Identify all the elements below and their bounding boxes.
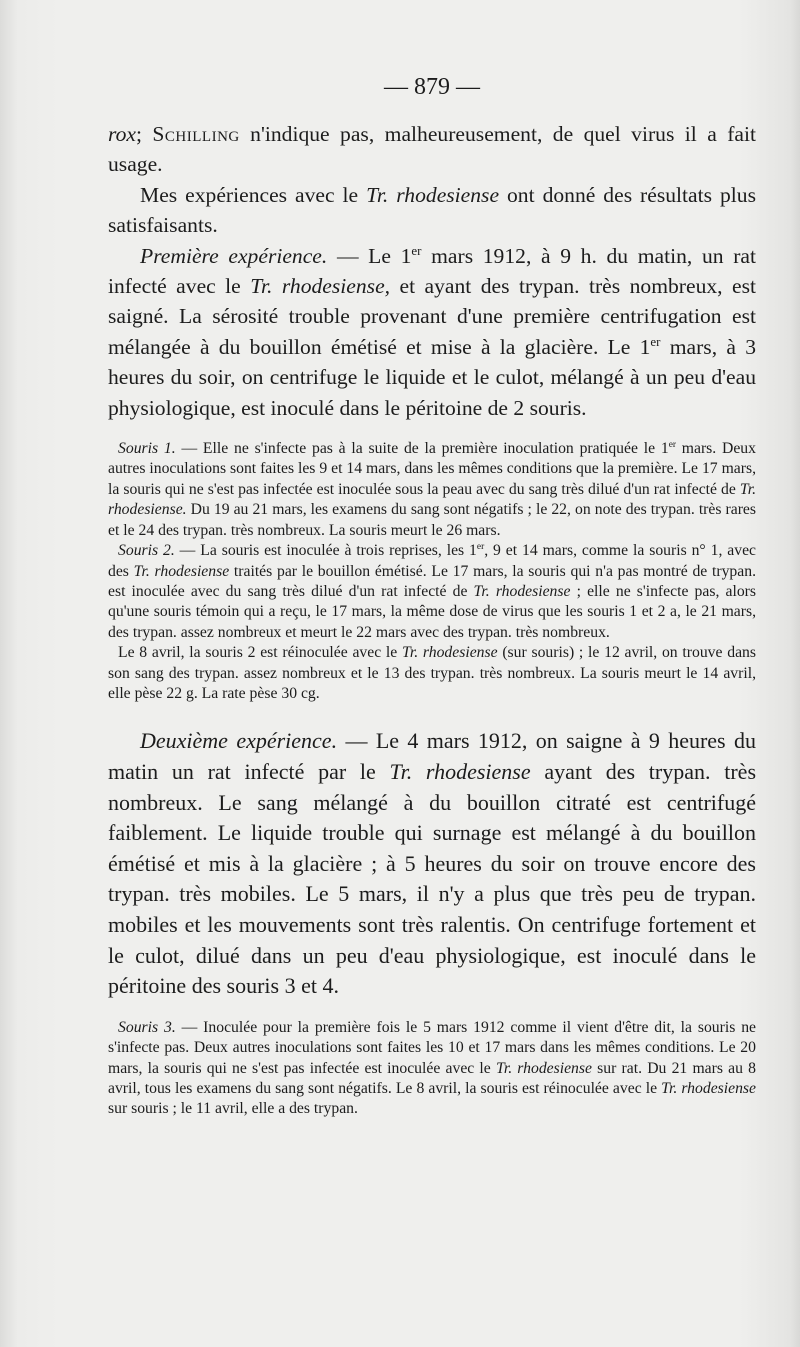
intro-paragraph-2: Mes expériences avec le Tr. rhodesiense ont donné des résultats plus satisfaisants. bbox=[108, 182, 756, 238]
intro-paragraph-1: rox; Schilling n'indique pas, malheureusement, de quel virus il a fait usage. bbox=[108, 122, 756, 177]
souris-1-label: Souris 1. bbox=[118, 440, 176, 458]
souris-2-paragraph-2: Le 8 avril, la souris 2 est réinoculée avec le Tr. rhodesiense (sur souris) ; le 12 avril, on trouve dans son sang des trypan. assez nombreux et le 13 des trypan. très nombreux. La souris meurt le 14 avril, elle pèse 22 g. La rate pèse 30 cg. bbox=[108, 644, 756, 702]
experiment-2-heading: Deuxième expérience. bbox=[140, 728, 338, 754]
text-column bbox=[108, 74, 756, 1120]
souris-2-label: Souris 2. bbox=[118, 542, 175, 560]
souris-2-paragraph: Souris 2. — La souris est inoculée à trois reprises, les 1er, 9 et 14 mars, comme la souris n° 1, avec des Tr. rhodesiense traités par le bouillon émétisé. Le 17 mars, la souris qui n'a pas montré de trypan. est inoculée avec du sang très dilué d'un rat infecté de Tr. rhodesiense ; elle ne s'infecte pas, alors qu'une souris témoin qui a reçu, le 17 mars, la même dose de virus que les souris 1 et 2 a, le 21 mars, des trypan. assez nombreux et meurt le 22 mars avec des trypan. très nombreux. bbox=[108, 541, 757, 641]
souris-3-paragraph: Souris 3. — Inoculée pour la première fois le 5 mars 1912 comme il vient d'être dit, la souris ne s'infecte pas. Deux autres inoculations sont faites les 10 et 17 mars dans les mêmes conditions. Le 20 mars, la souris qui ne s'est pas infectée est inoculée avec le Tr. rhodesiense sur rat. Du 21 mars au 8 avril, tous les examens du sang sont négatifs. Le 8 avril, la souris est réinoculée avec le Tr. rhodesiense sur souris ; le 11 avril, elle a des trypan. bbox=[108, 1018, 756, 1118]
page-number: — 879 — bbox=[384, 74, 480, 100]
souris-3-label: Souris 3. bbox=[118, 1018, 176, 1036]
experiment-1-heading: Première expérience. bbox=[140, 243, 328, 268]
experiment-2-paragraph: Deuxième expérience. — Le 4 mars 1912, on saigne à 9 heures du matin un rat infecté par le Tr. rhodesiense ayant des trypan. très nombreux. Le sang mélangé à du bouillon citraté est centrifugé faiblement. Le liquide trouble qui surnage est mélangé à du bouillon émétisé et mis à la glacière ; à 5 heures du soir on trouve encore des trypan. très mobiles. Le 5 mars, il n'y a plus que très peu de trypan. mobiles et les mouvements sont très ralentis. On centrifuge fortement et le culot, dilué dans un peu d'eau physiologique, est inoculé dans le péritoine des souris 3 et 4. bbox=[108, 728, 757, 999]
experiment-1-paragraph: Première expérience. — Le 1er mars 1912, à 9 h. du matin, un rat infecté avec le Tr. rhodesiense, et ayant des trypan. très nombreux, est saigné. La sérosité trouble provenant d'une première centrifugation est mélangée à du bouillon émétisé et mise à la glacière. Le 1er mars, à 3 heures du soir, on centrifuge le liquide et le culot, mélangé à un peu d'eau physiologique, est inoculé dans le péritoine de 2 souris. bbox=[108, 242, 756, 420]
souris-1-paragraph: Souris 1. — Elle ne s'infecte pas à la suite de la première inoculation pratiquée le 1er mars. Deux autres inoculations sont faites les 9 et 14 mars, dans les mêmes conditions que la première. Le 17 mars, la souris qui ne s'est pas infectée est inoculée sous la peau avec du sang très dilué d'un rat infecté de Tr. rhodesiense. Du 19 au 21 mars, les examens du sang sont négatifs ; le 22, on note des trypan. très rares et le 24 des trypan. très nombreux. La souris meurt le 26 mars. bbox=[108, 439, 756, 539]
